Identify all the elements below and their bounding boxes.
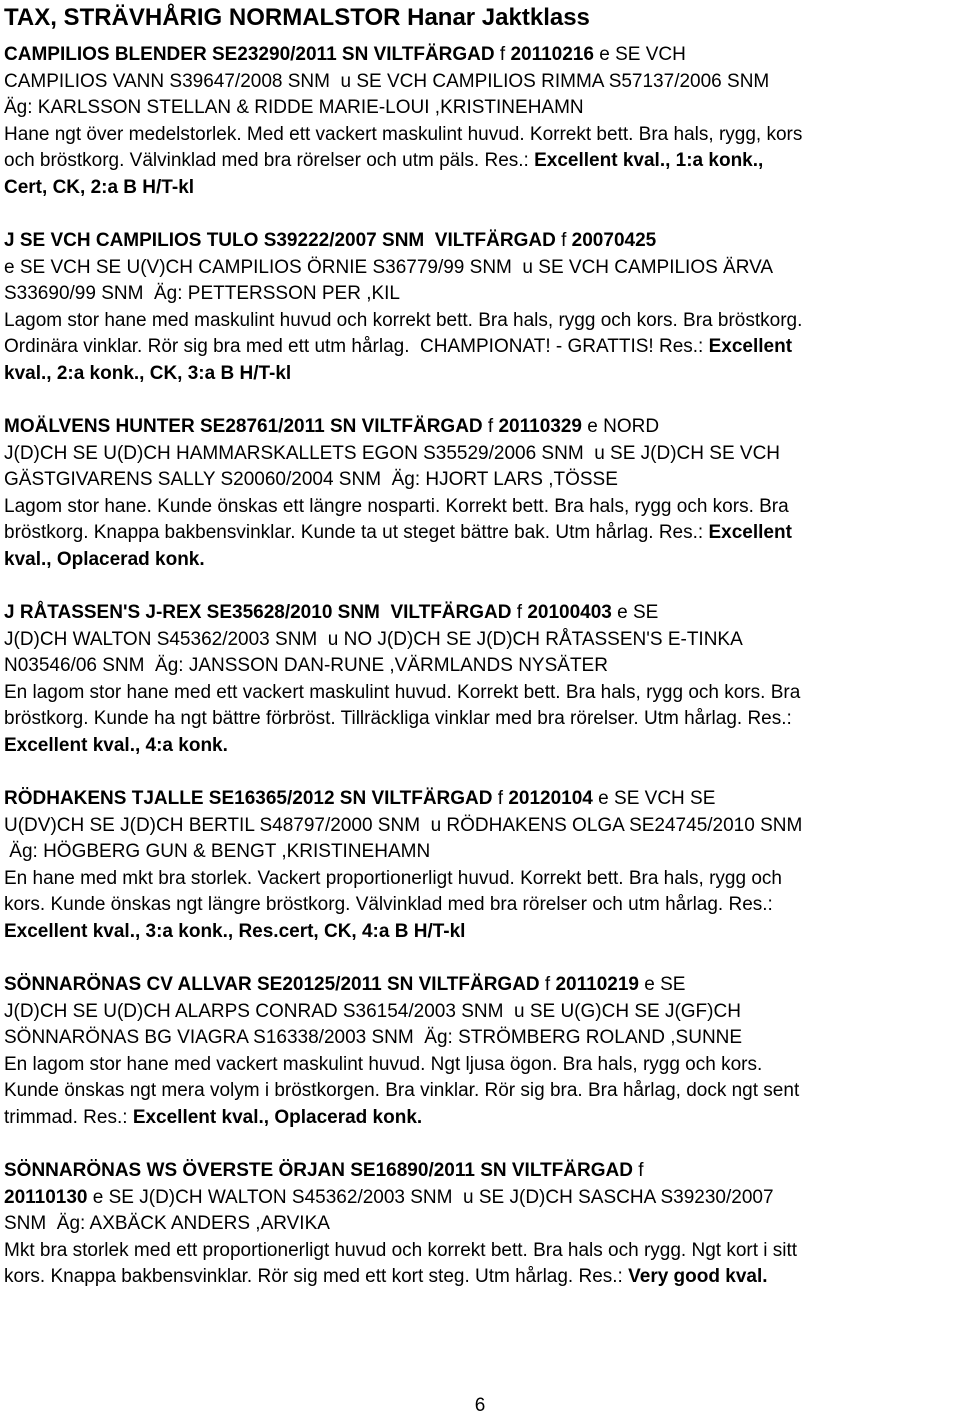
entry-line xyxy=(4,441,956,468)
text-run: e NORD xyxy=(587,416,660,437)
text-run: kors. Knappa bakbensvinklar. Rör sig med ett kort steg. Utm hårlag. Res.: xyxy=(4,1266,629,1287)
bold-text-run: Excellent xyxy=(708,522,792,543)
bold-text-run: 20110216 xyxy=(510,44,600,65)
bold-text-run: Excellent kval., 1:a konk., xyxy=(534,150,764,171)
entry-line xyxy=(4,175,956,202)
entry-line xyxy=(4,547,956,574)
bold-text-run: 20110329 xyxy=(498,416,588,437)
bold-text-run: Cert, CK, 2:a B H/T-kl xyxy=(4,176,195,198)
dog-entry xyxy=(4,228,956,387)
entry-line xyxy=(4,1211,956,1238)
entry-line xyxy=(4,733,956,760)
text-run: SNM Äg: AXBÄCK ANDERS ,ARVIKA xyxy=(4,1213,330,1234)
entry-line xyxy=(4,361,956,388)
bold-text-run: J SE VCH CAMPILIOS TULO S39222/2007 SNM VILTFÄRGAD xyxy=(4,230,562,251)
entry-line xyxy=(4,1185,956,1212)
text-run: f xyxy=(499,44,511,65)
entry-line xyxy=(4,334,956,361)
entry-line xyxy=(4,600,956,627)
entry-line xyxy=(4,414,956,441)
text-run: e SE xyxy=(644,974,686,995)
document-page xyxy=(4,4,956,1318)
entry-line xyxy=(4,494,956,521)
text-run: U(DV)CH SE J(D)CH BERTIL S48797/2000 SNM u RÖDHAKENS OLGA SE24745/2010 SNM xyxy=(4,814,803,836)
dog-entry xyxy=(4,786,956,945)
entry-line xyxy=(4,653,956,680)
entry-line xyxy=(4,839,956,866)
text-run: Äg: KARLSSON STELLAN & RIDDE MARIE-LOUI ,KRISTINEHAMN xyxy=(4,97,584,118)
text-run: e SE VCH xyxy=(599,44,686,65)
text-run: Hane ngt över medelstorlek. Med ett vackert maskulint huvud. Korrekt bett. Bra hals, rygg, kors xyxy=(4,123,803,145)
text-run: N03546/06 SNM Äg: JANSSON DAN-RUNE ,VÄRMLANDS NYSÄTER xyxy=(4,655,608,676)
bold-text-run: CAMPILIOS BLENDER SE23290/2011 SN VILTFÄRGAD xyxy=(4,44,500,65)
text-run: Kunde önskas ngt mera volym i bröstkorgen. Bra vinklar. Rör sig bra. Bra hårlag, dock ngt sent xyxy=(4,1080,800,1101)
bold-text-run: 20110130 xyxy=(4,1186,93,1208)
entry-line xyxy=(4,281,956,308)
dog-entry xyxy=(4,414,956,573)
entry-line xyxy=(4,866,956,893)
text-run: GÄSTGIVARENS SALLY S20060/2004 SNM Äg: HJORT LARS ,TÖSSE xyxy=(4,469,618,490)
text-run: CAMPILIOS VANN S39647/2008 SNM u SE VCH CAMPILIOS RIMMA S57137/2006 SNM xyxy=(4,70,770,92)
text-run: f xyxy=(638,1160,644,1181)
text-run: f xyxy=(487,416,499,437)
text-run: Mkt bra storlek med ett proportionerligt huvud och korrekt bett. Bra hals och rygg. Ngt kort i sitt xyxy=(4,1239,798,1261)
page-title: TAX, STRÄVHÅRIG NORMALSTOR Hanar Jaktklass xyxy=(4,4,590,31)
bold-text-run: 20110219 xyxy=(555,974,645,995)
entry-line xyxy=(4,95,956,122)
bold-text-run: SÖNNARÖNAS WS ÖVERSTE ÖRJAN SE16890/2011 SN VILTFÄRGAD xyxy=(4,1160,639,1181)
bold-text-run: kval., 2:a konk., CK, 3:a B H/T-kl xyxy=(4,362,292,384)
dog-entry xyxy=(4,1158,956,1291)
entry-line xyxy=(4,308,956,335)
text-run: bröstkorg. Kunde ha ngt bättre förbröst. Tillräckliga vinklar med bra rörelser. Utm hårlag. Res.: xyxy=(4,708,792,729)
text-run: J(D)CH WALTON S45362/2003 SNM u NO J(D)CH SE J(D)CH RÅTASSEN'S E-TINKA xyxy=(4,628,743,650)
entry-line xyxy=(4,1264,956,1291)
entry-line xyxy=(4,1105,956,1132)
entry-line xyxy=(4,1078,956,1105)
text-run: J(D)CH SE U(D)CH ALARPS CONRAD S36154/2003 SNM u SE U(G)CH SE J(GF)CH xyxy=(4,1000,741,1022)
page-number: 6 xyxy=(474,1395,486,1416)
entry-line xyxy=(4,1238,956,1265)
bold-text-run: Excellent kval., Oplacerad konk. xyxy=(132,1106,423,1128)
text-run: e SE VCH SE xyxy=(598,788,716,809)
text-run: e SE J(D)CH WALTON S45362/2003 SNM u SE J(D)CH SASCHA S39230/2007 xyxy=(92,1186,774,1208)
text-run: Lagom stor hane med maskulint huvud och korrekt bett. Bra hals, rygg och kors. Bra bröstkorg. xyxy=(4,309,803,331)
text-run: En lagom stor hane med vackert maskulint huvud. Ngt ljusa ögon. Bra hals, rygg och kors. xyxy=(4,1053,763,1075)
bold-text-run: RÖDHAKENS TJALLE SE16365/2012 SN VILTFÄRGAD xyxy=(4,788,498,809)
text-run: e SE VCH SE U(V)CH CAMPILIOS ÖRNIE S36779/99 SNM u SE VCH CAMPILIOS ÄRVA xyxy=(4,256,774,278)
entry-list xyxy=(4,42,956,1291)
bold-text-run: J RÅTASSEN'S J-REX SE35628/2010 SNM VILTFÄRGAD xyxy=(4,602,517,623)
text-run: En hane med mkt bra storlek. Vackert proportionerligt huvud. Korrekt bett. Bra hals, rygg och xyxy=(4,867,782,889)
bold-text-run: 20070425 xyxy=(571,230,657,251)
bold-text-run: 20120104 xyxy=(508,788,599,809)
text-run: En lagom stor hane med ett vackert maskulint huvud. Korrekt bett. Bra hals, rygg och kors. Bra xyxy=(4,681,801,703)
entry-line xyxy=(4,148,956,175)
text-run: Äg: HÖGBERG GUN & BENGT ,KRISTINEHAMN xyxy=(4,841,431,862)
entry-line xyxy=(4,255,956,282)
entry-line xyxy=(4,999,956,1026)
entry-line xyxy=(4,1025,956,1052)
text-run: och bröstkorg. Välvinklad med bra rörelser och utm päls. Res.: xyxy=(4,150,535,171)
bold-text-run: 20100403 xyxy=(527,602,618,623)
entry-line xyxy=(4,627,956,654)
bold-text-run: Excellent kval., 3:a konk., Res.cert, CK, 4:a B H/T-kl xyxy=(4,920,466,942)
text-run: Ordinära vinklar. Rör sig bra med ett utm hårlag. CHAMPIONAT! - GRATTIS! Res.: xyxy=(4,336,709,357)
text-run: trimmad. Res.: xyxy=(4,1106,133,1128)
entry-line xyxy=(4,892,956,919)
entry-line xyxy=(4,813,956,840)
entry-line xyxy=(4,680,956,707)
text-run: f xyxy=(561,230,572,251)
entry-line xyxy=(4,1052,956,1079)
entry-line xyxy=(4,1158,956,1185)
text-run: Lagom stor hane. Kunde önskas ett längre nosparti. Korrekt bett. Bra hals, rygg och kors. Bra xyxy=(4,495,789,517)
entry-line xyxy=(4,69,956,96)
entry-line xyxy=(4,467,956,494)
text-run: kors. Kunde önskas ngt längre bröstkorg. Välvinklad med bra rörelser och utm hårlag. Res.: xyxy=(4,894,773,915)
entry-line xyxy=(4,706,956,733)
entry-line xyxy=(4,42,956,69)
bold-text-run: Excellent xyxy=(708,336,793,357)
entry-line xyxy=(4,786,956,813)
text-run: e SE xyxy=(617,602,659,623)
entry-line xyxy=(4,520,956,547)
text-run: J(D)CH SE U(D)CH HAMMARSKALLETS EGON S35529/2006 SNM u SE J(D)CH SE VCH xyxy=(4,442,781,464)
text-run: f xyxy=(497,788,509,809)
entry-line xyxy=(4,919,956,946)
bold-text-run: Excellent kval., 4:a konk. xyxy=(4,734,228,756)
text-run: f xyxy=(516,602,528,623)
text-run: SÖNNARÖNAS BG VIAGRA S16338/2003 SNM Äg: STRÖMBERG ROLAND ,SUNNE xyxy=(4,1027,743,1048)
dog-entry xyxy=(4,42,956,201)
text-run: f xyxy=(544,974,556,995)
bold-text-run: Very good kval. xyxy=(628,1266,768,1287)
dog-entry xyxy=(4,972,956,1131)
bold-text-run: SÖNNARÖNAS CV ALLVAR SE20125/2011 SN VILTFÄRGAD xyxy=(4,974,545,995)
entry-line xyxy=(4,972,956,999)
entry-line xyxy=(4,228,956,255)
entry-line xyxy=(4,122,956,149)
dog-entry xyxy=(4,600,956,759)
bold-text-run: MOÄLVENS HUNTER SE28761/2011 SN VILTFÄRGAD xyxy=(4,416,488,437)
text-run: bröstkorg. Knappa bakbensvinklar. Kunde ta ut steget bättre bak. Utm hårlag. Res.: xyxy=(4,522,709,543)
bold-text-run: kval., Oplacerad konk. xyxy=(4,548,205,570)
text-run: S33690/99 SNM Äg: PETTERSSON PER ,KIL xyxy=(4,283,400,304)
